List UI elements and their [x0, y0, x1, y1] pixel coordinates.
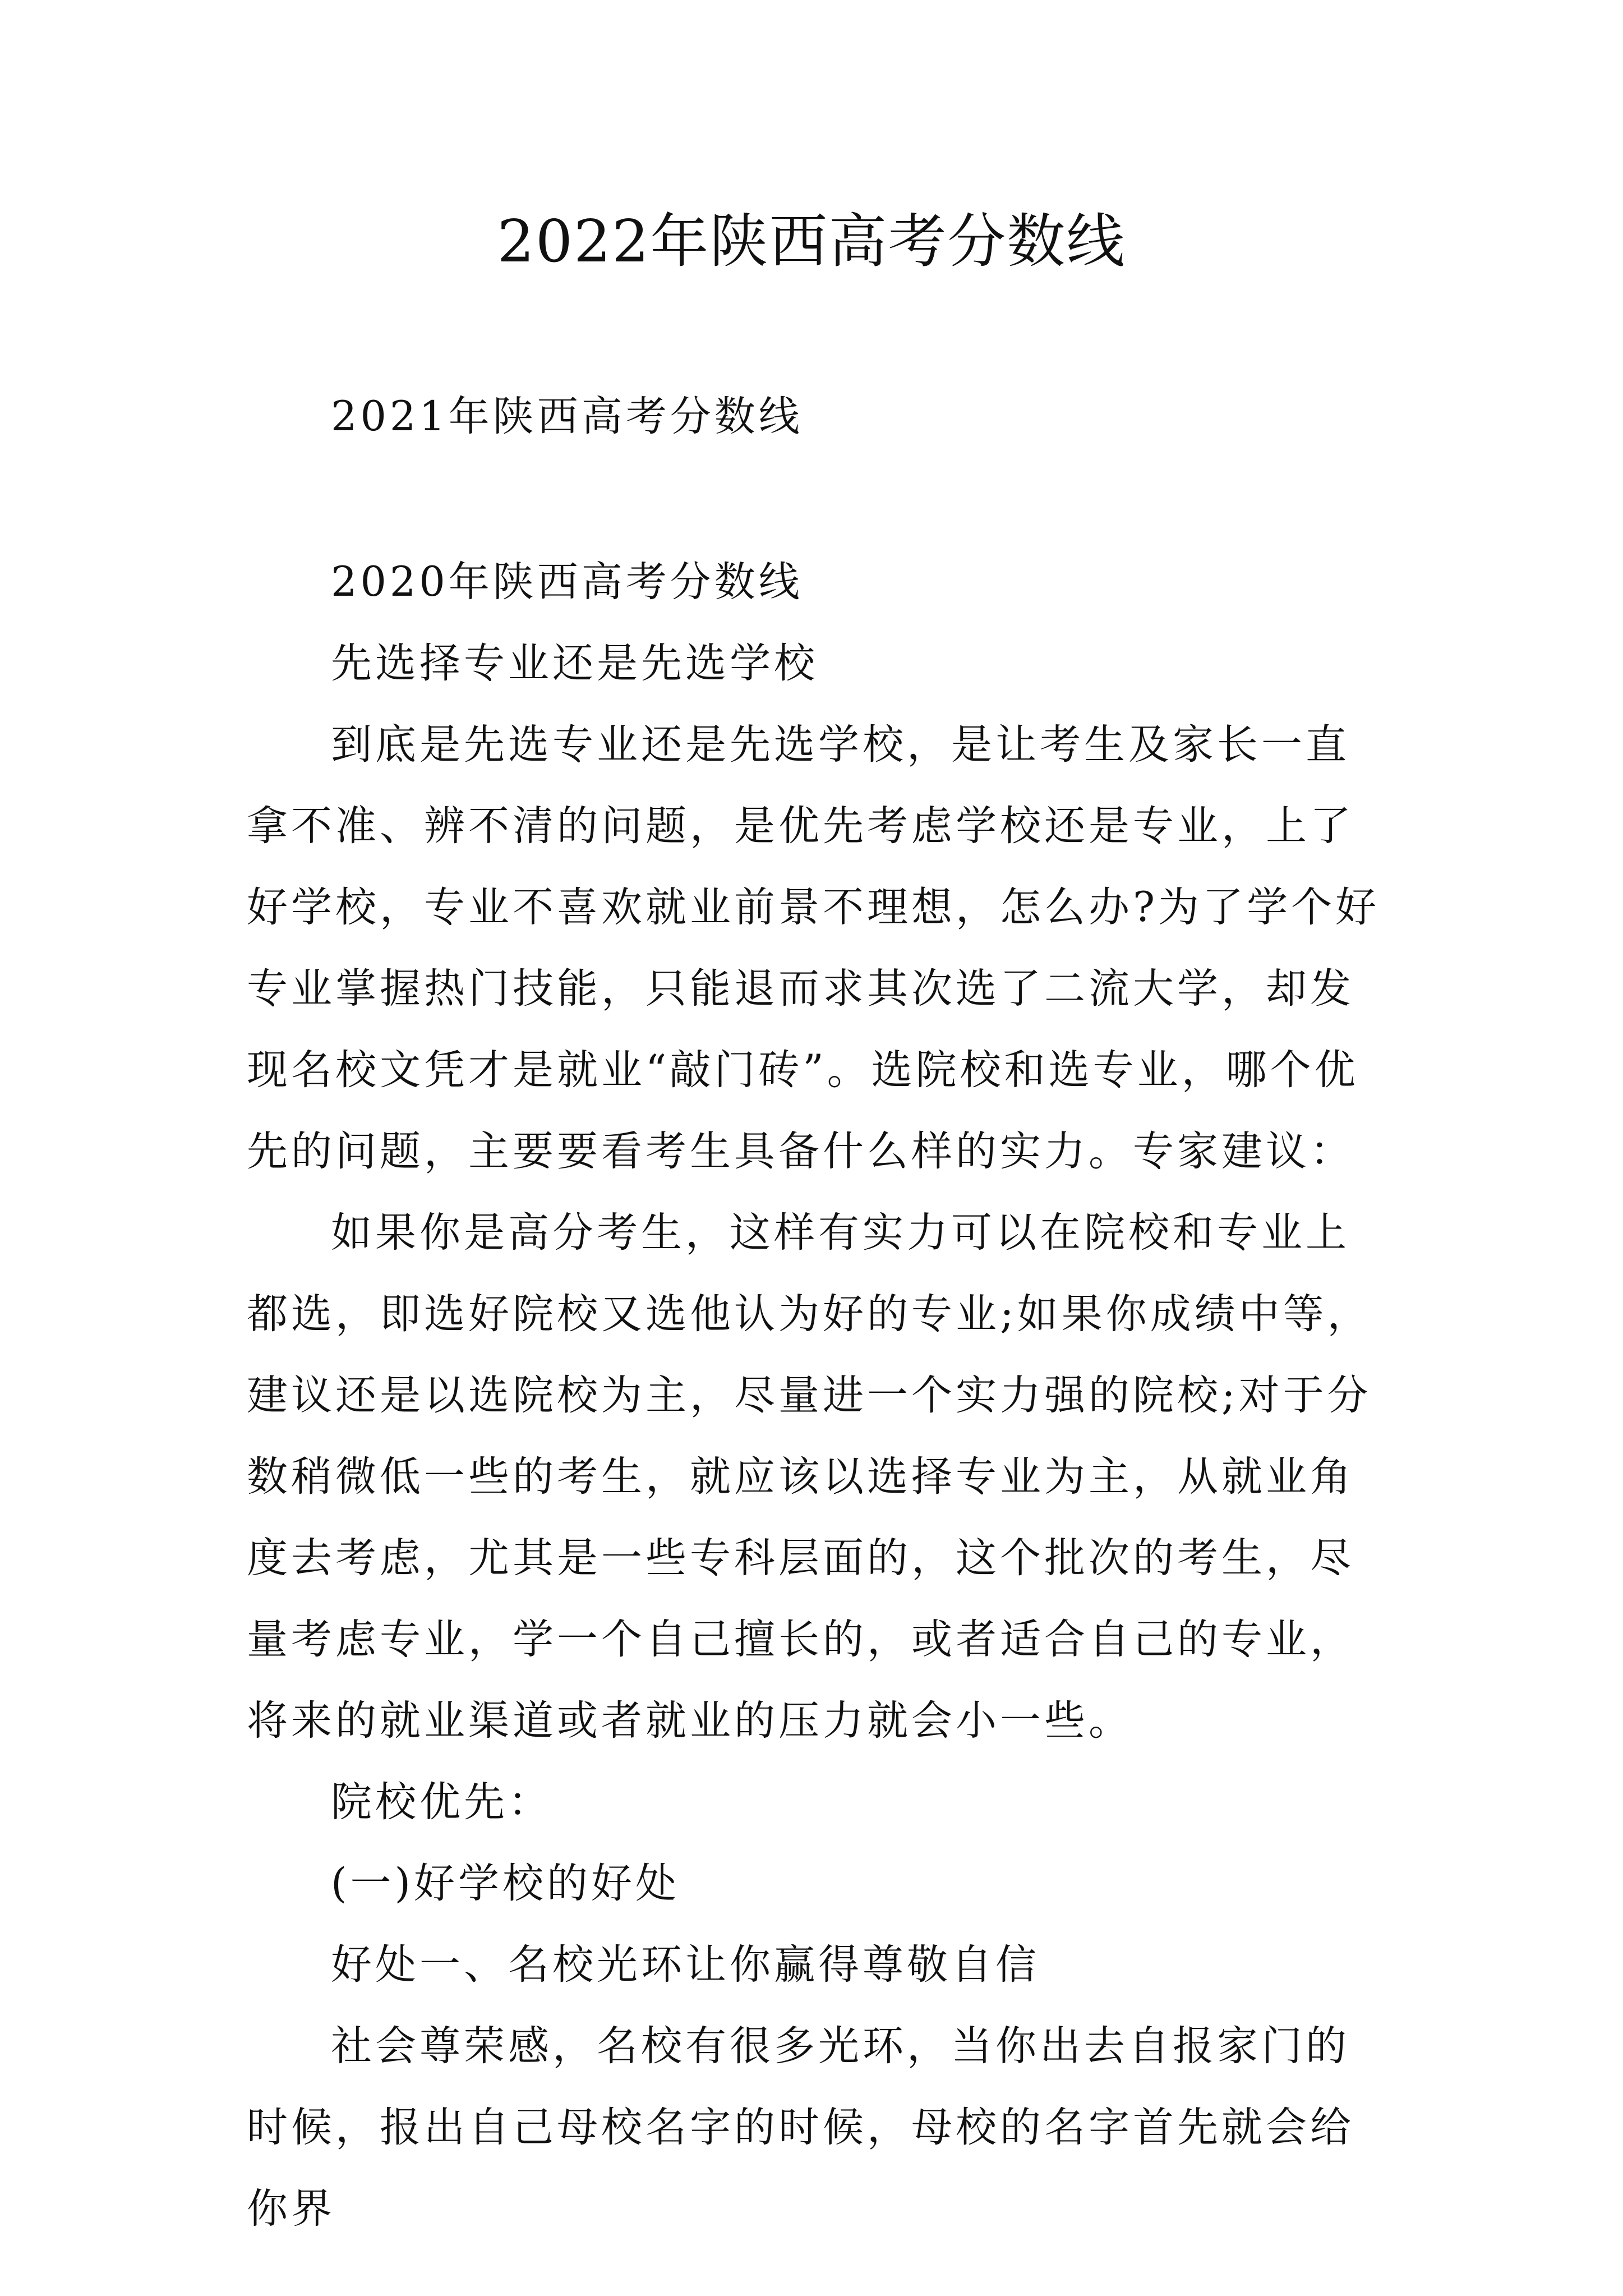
- paragraph-section-heading: 先选择专业还是先选学校: [331, 639, 818, 687]
- paragraph-2020-heading: 2020年陕西高考分数线: [331, 558, 803, 606]
- paragraph-body: 如果你是高分考生，这样有实力可以在院校和专业上都选，即选好院校又选他认为好的专业;如果你成绩中等，建议还是以选院校为主，尽量进一个实力强的院校;对于分数稍微低一些的考生，就应该以选择专业为主，从就业角度去考虑，尤其是一些专科层面的，这个批次的考生，尽量考虑专业，学一个自己擅长的，或者适合自己的专业，将来的就业渠道或者就业的压力就会小一些。: [247, 1209, 1372, 1745]
- document-title: 2022年陕西高考分数线: [497, 207, 1126, 275]
- document-body: [247, 376, 1391, 2249]
- paragraph-subheading: 院校优先：: [331, 1778, 552, 1826]
- paragraph-2021-heading: 2021年陕西高考分数线: [331, 393, 803, 440]
- paragraph-body: 社会尊荣感，名校有很多光环，当你出去自报家门的时候，报出自己母校名字的时候，母校的名字首先就会给你界: [247, 2022, 1354, 2233]
- paragraph-subheading: (一)好学校的好处: [331, 1860, 680, 1907]
- paragraph-body: 到底是先选专业还是先选学校，是让考生及家长一直拿不准、辨不清的问题，是优先考虑学校还是专业，上了好学校，专业不喜欢就业前景不理想，怎么办?为了学个好专业掌握热门技能，只能退而求其次选了二流大学，却发现名校文凭才是就业“敲门砖”。选院校和选专业，哪个优先的问题，主要要看考生具备什么样的实力。专家建议：: [247, 721, 1380, 1175]
- paragraph-subheading: 好处一、名校光环让你赢得尊敬自信: [331, 1941, 1040, 1989]
